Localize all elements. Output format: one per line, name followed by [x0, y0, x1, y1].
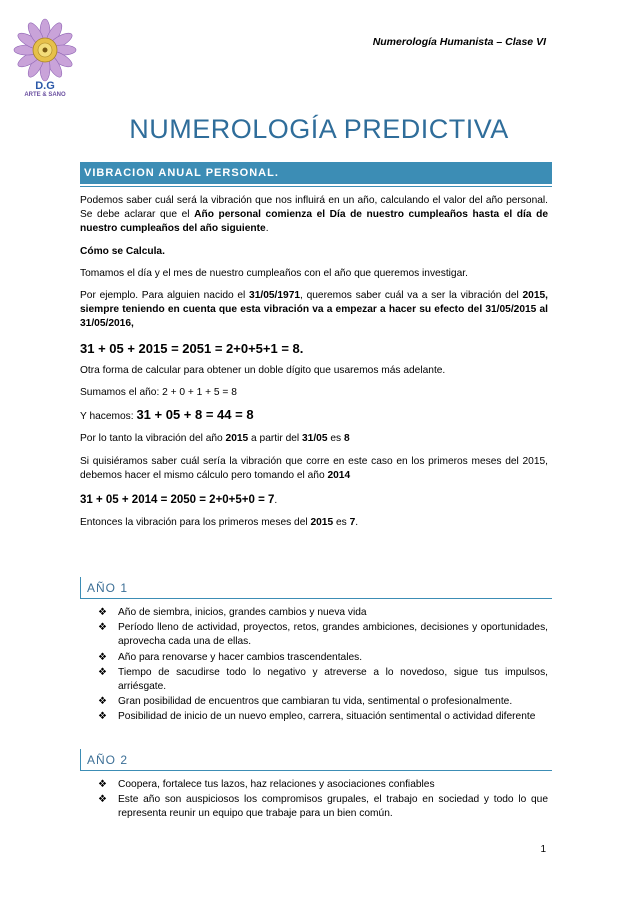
text: Por lo tanto la vibración del año — [80, 433, 226, 445]
intro-paragraph-3 — [80, 289, 548, 332]
list-item — [98, 666, 548, 694]
intro-paragraph-8 — [80, 455, 548, 483]
year-1-list — [98, 606, 548, 726]
bold-text: 2014 — [327, 469, 351, 481]
list-item — [98, 710, 548, 724]
intro-paragraph-6 — [80, 408, 548, 424]
list-item-text: Gran posibilidad de encuentros que cambiaran tu vida, sentimental o profesionalmente. — [118, 696, 513, 708]
list-item-text: Año de siembra, inicios, grandes cambios y nueva vida — [118, 607, 367, 618]
list-item-text: Posibilidad de inicio de un nuevo empleo, carrera, situación sentimental o actividad diferente — [118, 711, 536, 723]
text: es — [327, 433, 344, 445]
diamond-bullet-icon: ❖ — [98, 711, 107, 723]
text: . — [265, 223, 269, 235]
logo — [12, 18, 78, 122]
how-heading — [80, 245, 548, 259]
list-item-text: Año para renovarse y hacer cambios trascendentales. — [118, 651, 363, 663]
list-item-text: Coopera, fortalece tus lazos, haz relaciones y asociaciones confiables — [118, 779, 435, 790]
list-item — [98, 651, 548, 665]
intro-paragraph-2: Tomamos el día y el mes de nuestro cumpleaños con el año que queremos investigar. — [80, 267, 468, 279]
diamond-bullet-icon: ❖ — [98, 696, 107, 708]
diamond-bullet-icon: ❖ — [98, 651, 107, 663]
bold-text: 31/05/1971 — [249, 290, 301, 302]
list-item-text: Este año son auspiciosos los compromisos grupales, el trabajo en sociedad y todo lo que representa reunir un equipo que trabaje para un bien común. — [118, 794, 548, 820]
logo-letters: D.G — [35, 80, 55, 92]
diamond-bullet-icon: ❖ — [98, 666, 107, 678]
year-1-heading: AÑO 1 — [80, 577, 552, 599]
list-item-text: Tiempo de sacudirse todo lo negativo y atreverse a lo novedoso, sigue tus impulsos, arriésgate. — [118, 666, 548, 693]
section-divider — [80, 186, 552, 187]
running-header: Numerología Humanista – Clase VI — [372, 36, 546, 48]
text: Por ejemplo. Para alguien nacido el — [80, 290, 250, 302]
year-2-heading: AÑO 2 — [80, 749, 552, 771]
formula-1: 31 + 05 + 2015 = 2051 = 2+0+5+1 = 8. — [80, 340, 304, 356]
year-2-list — [98, 778, 548, 823]
text: Y hacemos: — [80, 411, 137, 423]
logo-subtitle: ARTE & SANO — [24, 92, 66, 98]
intro-paragraph-1 — [80, 194, 548, 237]
list-item — [98, 793, 548, 821]
bold-text: 31/05 — [302, 433, 328, 445]
text: Entonces la vibración para los primeros meses del — [80, 517, 311, 529]
bold-text: 8 — [343, 433, 350, 445]
bold-text: 2015 — [310, 517, 334, 529]
intro-paragraph-7 — [80, 432, 548, 446]
list-item — [98, 621, 548, 649]
diamond-bullet-icon: ❖ — [98, 779, 107, 790]
text: . — [274, 495, 278, 507]
formula-3 — [80, 493, 548, 508]
text: a partir del — [248, 433, 303, 445]
intro-paragraph-9 — [80, 516, 548, 530]
flower-logo-icon — [12, 18, 78, 84]
diamond-bullet-icon: ❖ — [98, 794, 107, 806]
list-item — [98, 778, 548, 792]
page-number: 1 — [540, 844, 546, 855]
bold-text: , siempre teniendo en cuenta que esta vibración va a empezar a hacer su efecto del 31/05/2015 al 31/05/2016, — [80, 290, 548, 330]
formula-2: 31 + 05 + 8 = 44 = 8 — [136, 407, 254, 423]
bold-text: 2015 — [225, 433, 249, 445]
bold-text: 2015 — [522, 290, 546, 302]
bold-text: Cómo se Calcula. — [80, 245, 165, 257]
diamond-bullet-icon: ❖ — [98, 607, 107, 618]
list-item-text: Período lleno de actividad, proyectos, retos, grandes ambiciones, decisiones y oportunidades, aprovecha cada una de ellas. — [118, 622, 548, 648]
section-title-bar: VIBRACION ANUAL PERSONAL. — [80, 162, 552, 184]
list-item — [98, 606, 548, 620]
intro-paragraph-5: Sumamos el año: 2 + 0 + 1 + 5 = 8 — [80, 387, 237, 399]
bold-text: Año personal comienza el Día de nuestro cumpleaños hasta el día de nuestro cumpleaños del año siguiente — [80, 209, 548, 235]
list-item — [98, 695, 548, 709]
page-title: NUMEROLOGÍA PREDICTIVA — [129, 114, 509, 144]
bold-text: 7 — [349, 517, 356, 529]
text: Podemos saber cuál será la vibración que nos influirá en un año, calculando el valor del año personal. Se debe aclarar que el — [80, 195, 548, 221]
text: . — [355, 517, 359, 529]
bold-text: 31 + 05 + 2014 = 2050 = 2+0+5+0 = 7 — [80, 494, 275, 507]
diamond-bullet-icon: ❖ — [98, 622, 107, 634]
intro-paragraph-4: Otra forma de calcular para obtener un doble dígito que usaremos más adelante. — [80, 364, 446, 376]
intro-content — [80, 194, 548, 538]
text: Si quisiéramos saber cuál sería la vibración que corre en este caso en los primeros meses del 2015, debemos hacer el mismo cálculo pero tomando el año — [80, 455, 548, 481]
text: , queremos saber cuál va a ser la vibración del — [300, 290, 523, 302]
text: es — [333, 517, 350, 529]
